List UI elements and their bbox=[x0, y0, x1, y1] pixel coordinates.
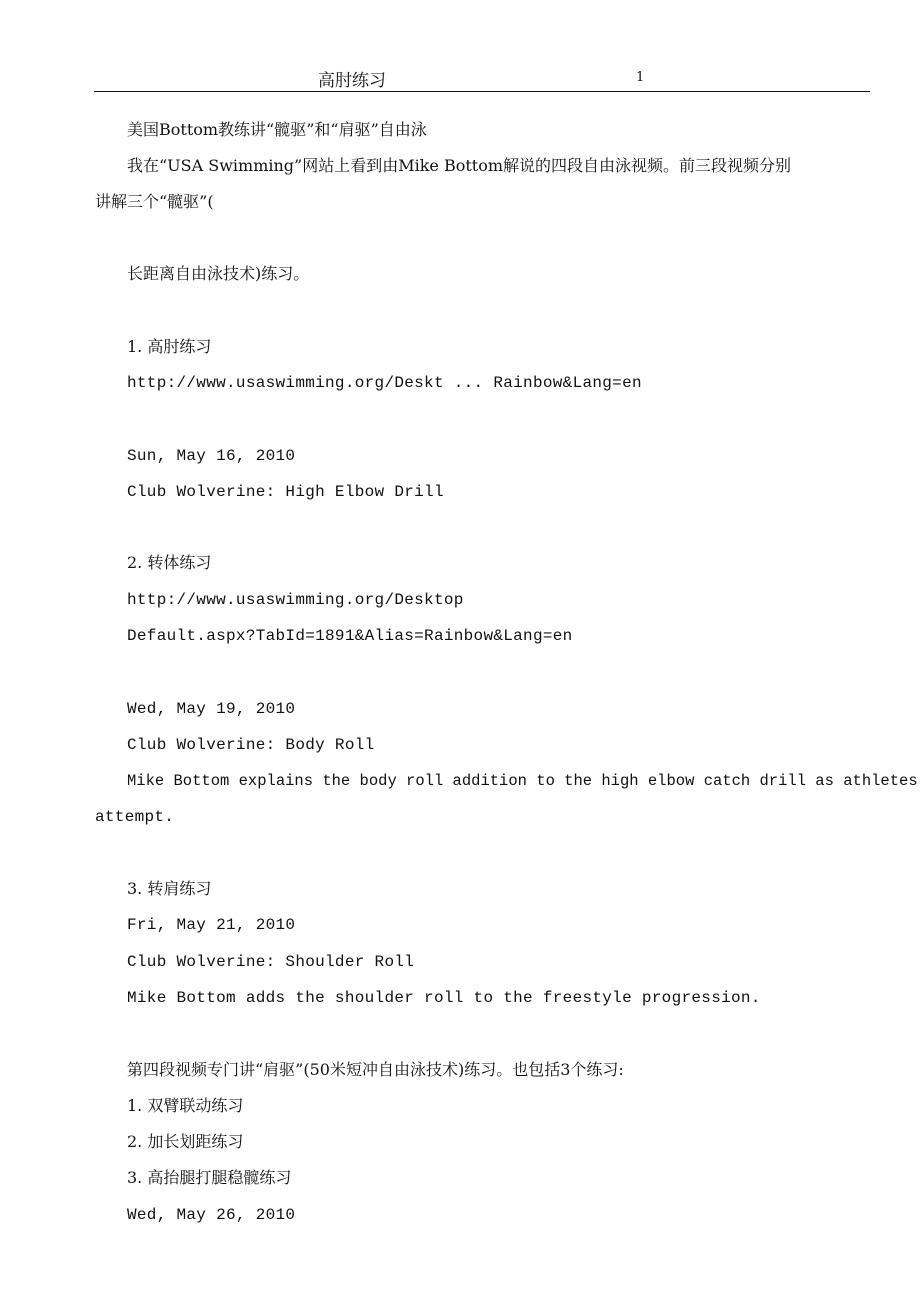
drill-2-desc-line-1: Mike Bottom explains the body roll addition to the high elbow catch drill as athletes bbox=[127, 772, 918, 790]
drill-2-desc-line-2: attempt. bbox=[95, 808, 175, 826]
fourth-video-date: Wed, May 26, 2010 bbox=[127, 1206, 296, 1224]
drill-2-link-line-1[interactable]: http://www.usaswimming.org/Desktop bbox=[127, 591, 464, 609]
drill-1-heading: 1. 高肘练习 bbox=[127, 337, 212, 356]
drill-1-date: Sun, May 16, 2010 bbox=[127, 447, 296, 465]
article-title: 美国Bottom教练讲“髋驱”和“肩驱”自由泳 bbox=[127, 120, 427, 139]
drill-3-desc: Mike Bottom adds the shoulder roll to the freestyle progression. bbox=[127, 989, 761, 1007]
drill-2-date: Wed, May 19, 2010 bbox=[127, 700, 296, 718]
intro-line-3: 长距离自由泳技术)练习。 bbox=[127, 264, 310, 283]
fourth-drill-item-1: 1. 双臂联动练习 bbox=[127, 1096, 244, 1115]
header-rule bbox=[94, 91, 870, 92]
drill-3-title: Club Wolverine: Shoulder Roll bbox=[127, 953, 415, 971]
fourth-drill-item-3: 3. 高抬腿打腿稳髋练习 bbox=[127, 1168, 292, 1187]
fourth-video-intro: 第四段视频专门讲“肩驱”(50米短冲自由泳技术)练习。也包括3个练习: bbox=[127, 1060, 624, 1079]
page-number: 1 bbox=[636, 70, 645, 85]
drill-1-link[interactable]: http://www.usaswimming.org/Deskt ... Rainbow&Lang=en bbox=[127, 374, 642, 392]
drill-2-title: Club Wolverine: Body Roll bbox=[127, 736, 375, 754]
intro-line-2: 讲解三个“髋驱”( bbox=[95, 192, 214, 211]
drill-2-heading: 2. 转体练习 bbox=[127, 553, 212, 572]
drill-2-link-line-2[interactable]: Default.aspx?TabId=1891&Alias=Rainbow&Lang=en bbox=[127, 627, 573, 645]
drill-3-date: Fri, May 21, 2010 bbox=[127, 916, 296, 934]
intro-line-1: 我在“USA Swimming”网站上看到由Mike Bottom解说的四段自由泳视频。前三段视频分别 bbox=[127, 156, 792, 175]
drill-1-title: Club Wolverine: High Elbow Drill bbox=[127, 483, 444, 501]
drill-3-heading: 3. 转肩练习 bbox=[127, 879, 212, 898]
fourth-drill-item-2: 2. 加长划距练习 bbox=[127, 1132, 244, 1151]
header-title: 高肘练习 bbox=[318, 71, 386, 91]
